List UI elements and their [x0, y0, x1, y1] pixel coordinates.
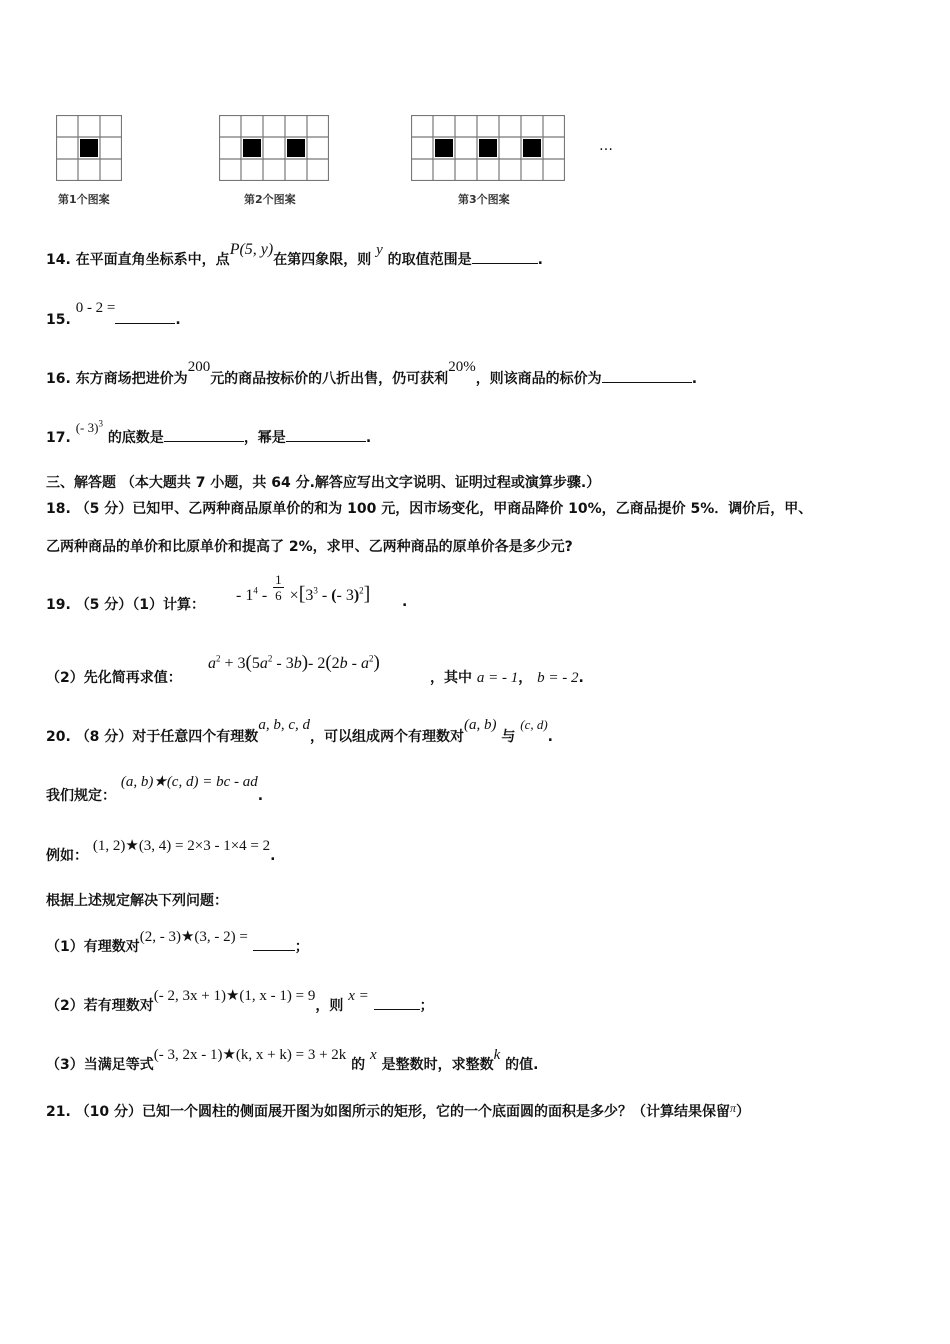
question-20-2: （2）若有理数对(- 2, 3x + 1)★(1, x - 1) = 9，则 x = ；	[46, 988, 434, 1014]
question-19-2: （2）先化简再求值：	[46, 670, 182, 686]
question-17: 17. (- 3)$^3$ 的底数是 ，幂是 .	[46, 418, 372, 446]
question-20-1: （1）有理数对(2, - 3)★(3, - 2) = ；	[46, 929, 309, 955]
question-18-line2: 乙两种商品的单价和比原单价和提高了 2%，求甲、乙两种商品的原单价各是多少元?	[46, 539, 573, 555]
pattern-2-caption: 第2个图案	[244, 193, 296, 206]
answer-blank[interactable]	[164, 427, 244, 442]
question-16: 16. 东方商场把进价为200元的商品按标价的八折出售，仍可获利20%，则该商品的标价为 .	[46, 359, 698, 387]
rule-example: 例如： (1, 2)★(3, 4) = 2×3 - 1×4 = 2.	[46, 838, 276, 864]
section-3-header: 三、解答题 （本大题共 7 小题，共 64 分.解答应写出文字说明、证明过程或演算步骤.）	[46, 475, 601, 491]
pattern-3	[411, 115, 565, 181]
expression-19-2: $a^2 + 3(5a^2 - 3b)-$ $2(2b - a^2)$	[208, 652, 380, 673]
question-14: 14. 在平面直角坐标系中，点P(5, y)在第四象限，则 y 的取值范围是 .	[46, 241, 543, 268]
question-19: 19. （5 分）（1）计算：	[46, 597, 206, 613]
question-21: 21. （10 分）已知一个圆柱的侧面展开图为如图所示的矩形，它的一个底面圆的面积是多少？（计算结果保留π）	[46, 1101, 751, 1120]
answer-blank[interactable]	[472, 249, 538, 264]
question-20: 20. （8 分）对于任意四个有理数a, b, c, d，可以组成两个有理数对(a, b) 与 (c, d).	[46, 717, 553, 745]
answer-blank[interactable]	[286, 427, 366, 442]
question-20-3: （3）当满足等式(- 3, 2x - 1)★(k, x + k) = 3 + 2k 的 x 是整数时，求整数k 的值.	[46, 1047, 539, 1073]
answer-blank[interactable]	[602, 368, 692, 383]
pattern-ellipsis: …	[599, 138, 613, 154]
pattern-1	[56, 115, 122, 181]
pattern-2	[219, 115, 329, 181]
pattern-3-caption: 第3个图案	[458, 193, 510, 206]
answer-blank[interactable]	[115, 309, 175, 324]
question-19-2-given: ，其中 a = - 1， b = - 2.	[430, 670, 584, 686]
answer-blank[interactable]	[374, 995, 420, 1010]
rule-definition: 我们规定： (a, b)★(c, d) = bc - ad.	[46, 774, 264, 804]
expression-19-1: - $1^4 - 1$ $6 \times[3^3$ - (- 3)$^2$]	[236, 572, 371, 606]
question-18-line1: 18. （5 分）已知甲、乙两种商品原单价的和为 100 元，因市场变化，甲商品降价 10%，乙商品提价 5%．调价后，甲、	[46, 501, 813, 517]
question-15: 15. 0 - 2 =.	[46, 300, 181, 328]
pattern-1-caption: 第1个图案	[58, 193, 110, 206]
question-19-dot: .	[402, 594, 408, 610]
answer-blank[interactable]	[253, 936, 295, 951]
question-20-intro: 根据上述规定解决下列问题：	[46, 893, 228, 909]
